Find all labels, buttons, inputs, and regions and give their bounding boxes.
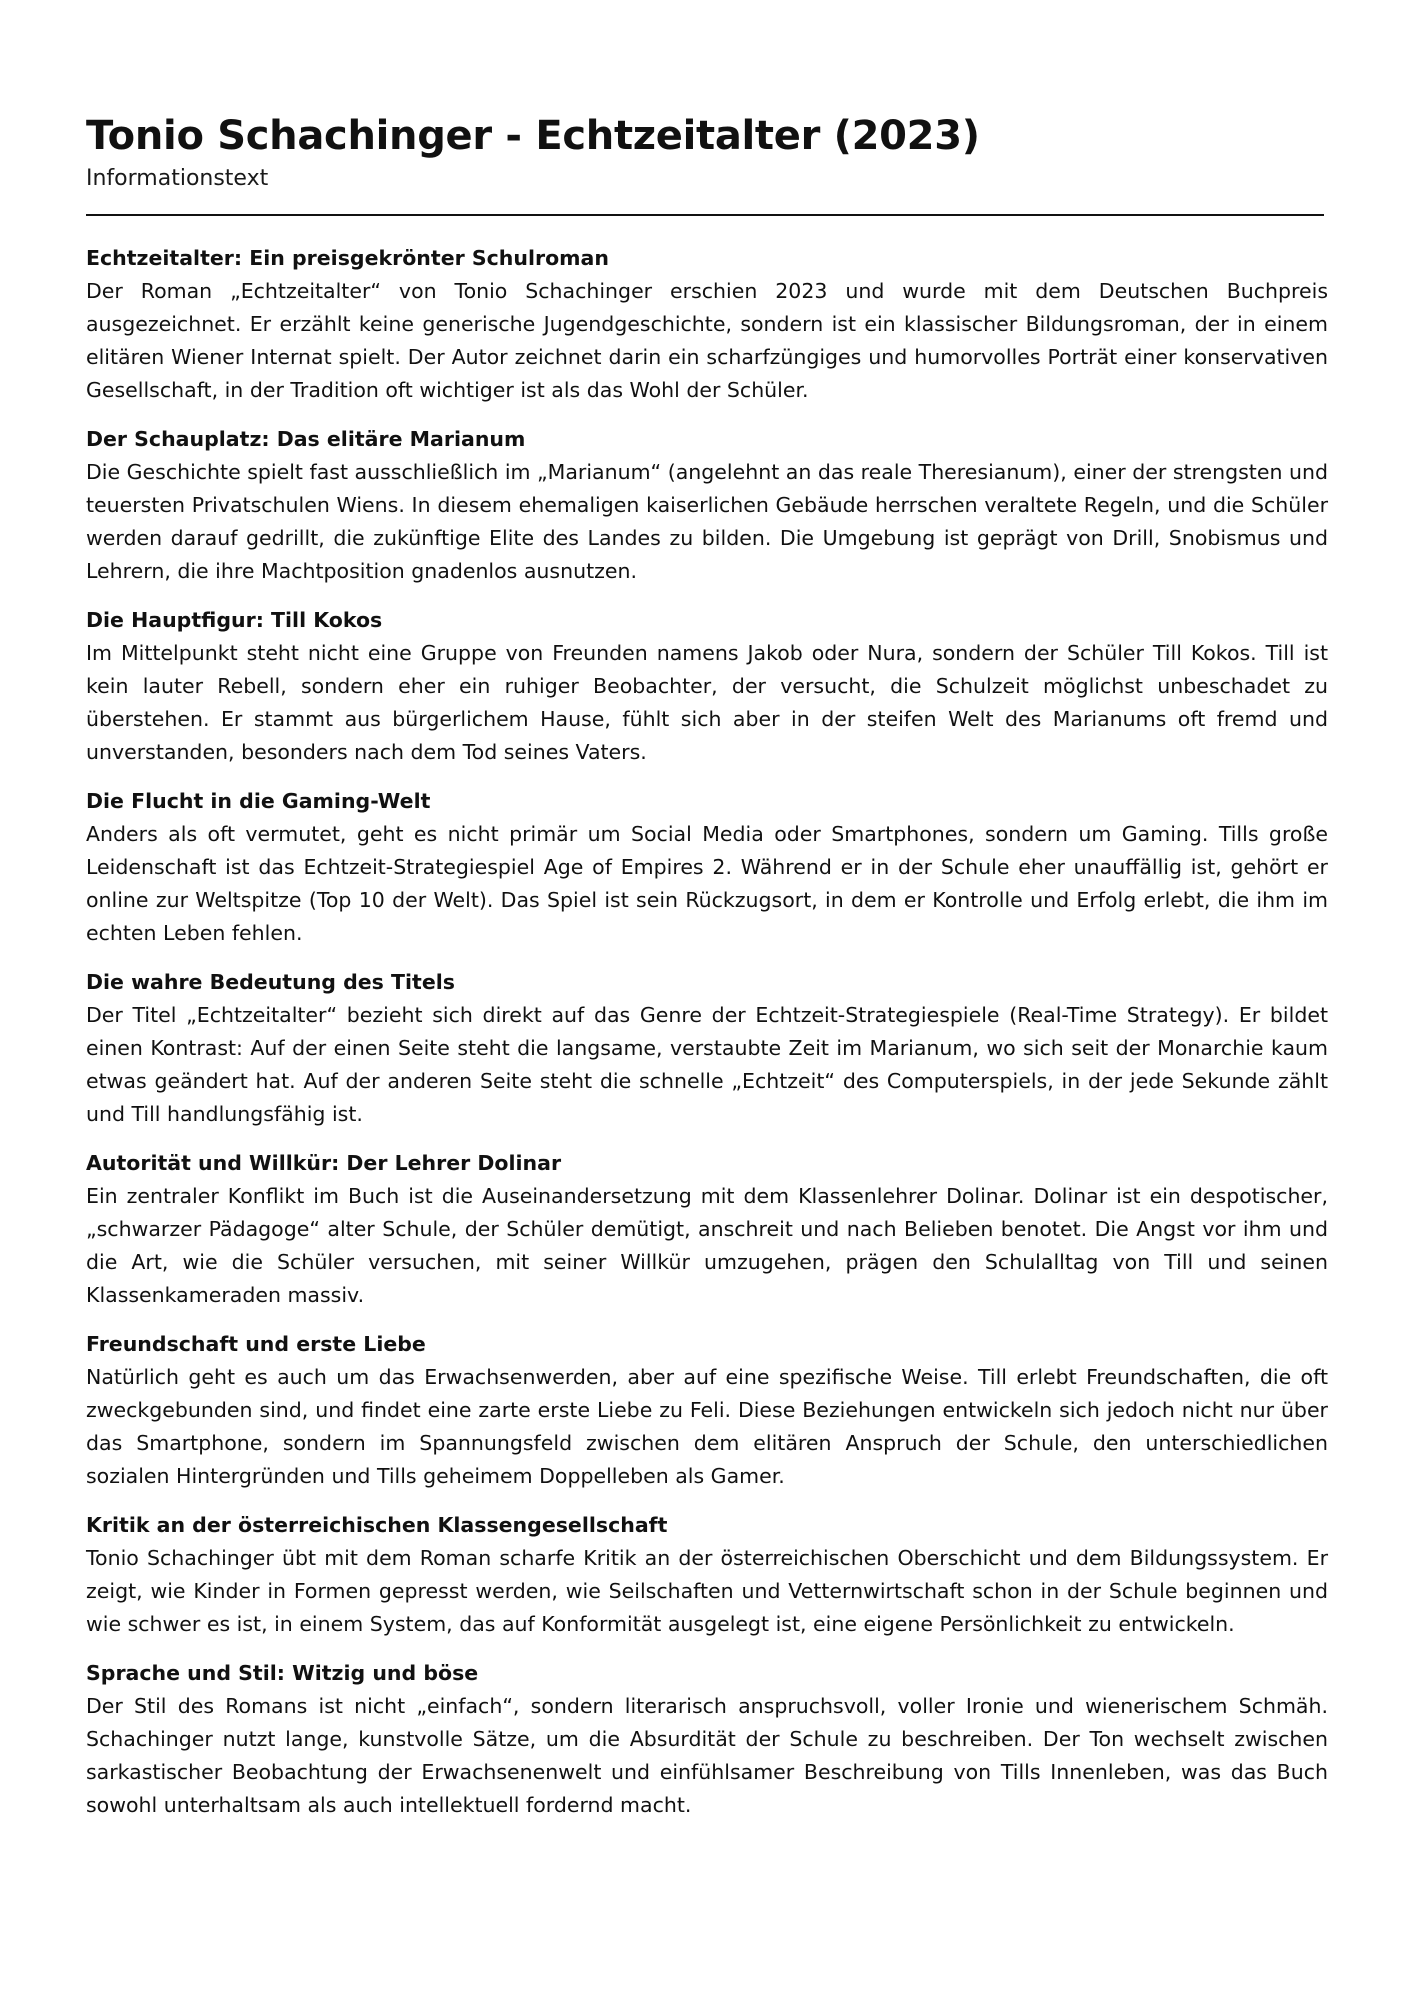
sections-container <box>86 242 1328 1822</box>
section-body: Der Roman „Echtzeitalter“ von Tonio Schachinger erschien 2023 und wurde mit dem Deutschen Buchpreis ausgezeichnet. Er erzählt keine generische Jugendgeschichte, sondern ist ein klassischer Bildungsroman, der in einem elitären Wiener Internat spielt. Der Autor zeichnet darin ein scharfzüngiges und humorvolles Porträt einer konservativen Gesellschaft, in der Tradition oft wichtiger ist als das Wohl der Schüler. <box>86 279 1328 402</box>
section-authority <box>86 1147 1328 1312</box>
section-heading: Die Hauptfigur: Till Kokos <box>86 608 383 632</box>
section-body: Ein zentraler Konflikt im Buch ist die Auseinandersetzung mit dem Klassenlehrer Dolinar. Dolinar ist ein despotischer, „schwarzer Pädagoge“ alter Schule, der Schüler demütigt, anschreit und nach Belieben benotet. Die Angst vor ihm und die Art, wie die Schüler versuchen, mit seiner Willkür umzugehen, prägen den Schulalltag von Till und seinen Klassenkameraden massiv. <box>86 1184 1328 1307</box>
section-heading: Freundschaft und erste Liebe <box>86 1332 426 1356</box>
section-heading: Sprache und Stil: Witzig und böse <box>86 1661 479 1685</box>
section-setting <box>86 423 1328 588</box>
page-subtitle: Informationstext <box>86 166 269 191</box>
section-body: Tonio Schachinger übt mit dem Roman scharfe Kritik an der österreichischen Oberschicht und dem Bildungssystem. Er zeigt, wie Kinder in Formen gepresst werden, wie Seilschaften und Vetternwirtschaft schon in der Schule beginnen und wie schwer es ist, in einem System, das auf Konformität ausgelegt ist, eine eigene Persönlichkeit zu entwickeln. <box>86 1546 1328 1636</box>
section-intro <box>86 242 1328 407</box>
section-title-meaning <box>86 966 1328 1131</box>
section-body: Anders als oft vermutet, geht es nicht primär um Social Media oder Smartphones, sondern um Gaming. Tills große Leidenschaft ist das Echtzeit-Strategiespiel Age of Empires 2. Während er in der Schule eher unauffällig ist, gehört er online zur Weltspitze (Top 10 der Welt). Das Spiel ist sein Rückzugsort, in dem er Kontrolle und Erfolg erlebt, die ihm im echten Leben fehlen. <box>86 822 1328 945</box>
section-heading: Die wahre Bedeutung des Titels <box>86 970 455 994</box>
section-critique <box>86 1509 1328 1641</box>
section-heading: Die Flucht in die Gaming-Welt <box>86 789 431 813</box>
page-title: Tonio Schachinger - Echtzeitalter (2023) <box>86 113 980 159</box>
section-style <box>86 1657 1328 1822</box>
section-protagonist <box>86 604 1328 769</box>
section-body: Der Stil des Romans ist nicht „einfach“, sondern literarisch anspruchsvoll, voller Ironie und wienerischem Schmäh. Schachinger nutzt lange, kunstvolle Sätze, um die Absurdität der Schule zu beschreiben. Der Ton wechselt zwischen sarkastischer Beobachtung der Erwachsenenwelt und einfühlsamer Beschreibung von Tills Innenleben, was das Buch sowohl unterhaltsam als auch intellektuell fordernd macht. <box>86 1694 1328 1817</box>
section-gaming <box>86 785 1328 950</box>
title-divider <box>86 214 1324 216</box>
document-page <box>86 110 1328 1838</box>
section-body: Im Mittelpunkt steht nicht eine Gruppe von Freunden namens Jakob oder Nura, sondern der Schüler Till Kokos. Till ist kein lauter Rebell, sondern eher ein ruhiger Beobachter, der versucht, die Schulzeit möglichst unbeschadet zu überstehen. Er stammt aus bürgerlichem Hause, fühlt sich aber in der steifen Welt des Marianums oft fremd und unverstanden, besonders nach dem Tod seines Vaters. <box>86 641 1328 764</box>
section-body: Die Geschichte spielt fast ausschließlich im „Marianum“ (angelehnt an das reale Theresianum), einer der strengsten und teuersten Privatschulen Wiens. In diesem ehemaligen kaiserlichen Gebäude herrschen veraltete Regeln, und die Schüler werden darauf gedrillt, die zukünftige Elite des Landes zu bilden. Die Umgebung ist geprägt von Drill, Snobismus und Lehrern, die ihre Machtposition gnadenlos ausnutzen. <box>86 460 1328 583</box>
section-body: Der Titel „Echtzeitalter“ bezieht sich direkt auf das Genre der Echtzeit-Strategiespiele (Real-Time Strategy). Er bildet einen Kontrast: Auf der einen Seite steht die langsame, verstaubte Zeit im Marianum, wo sich seit der Monarchie kaum etwas geändert hat. Auf der anderen Seite steht die schnelle „Echtzeit“ des Computerspiels, in der jede Sekunde zählt und Till handlungsfähig ist. <box>86 1003 1328 1126</box>
section-friendship <box>86 1328 1328 1493</box>
section-heading: Echtzeitalter: Ein preisgekrönter Schulroman <box>86 246 609 270</box>
section-body: Natürlich geht es auch um das Erwachsenwerden, aber auf eine spezifische Weise. Till erlebt Freundschaften, die oft zweckgebunden sind, und findet eine zarte erste Liebe zu Feli. Diese Beziehungen entwickeln sich jedoch nicht nur über das Smartphone, sondern im Spannungsfeld zwischen dem elitären Anspruch der Schule, den unterschiedlichen sozialen Hintergründen und Tills geheimem Doppelleben als Gamer. <box>86 1365 1328 1488</box>
section-heading: Autorität und Willkür: Der Lehrer Dolinar <box>86 1151 562 1175</box>
section-heading: Der Schauplatz: Das elitäre Marianum <box>86 427 526 451</box>
section-heading: Kritik an der österreichischen Klassengesellschaft <box>86 1513 668 1537</box>
